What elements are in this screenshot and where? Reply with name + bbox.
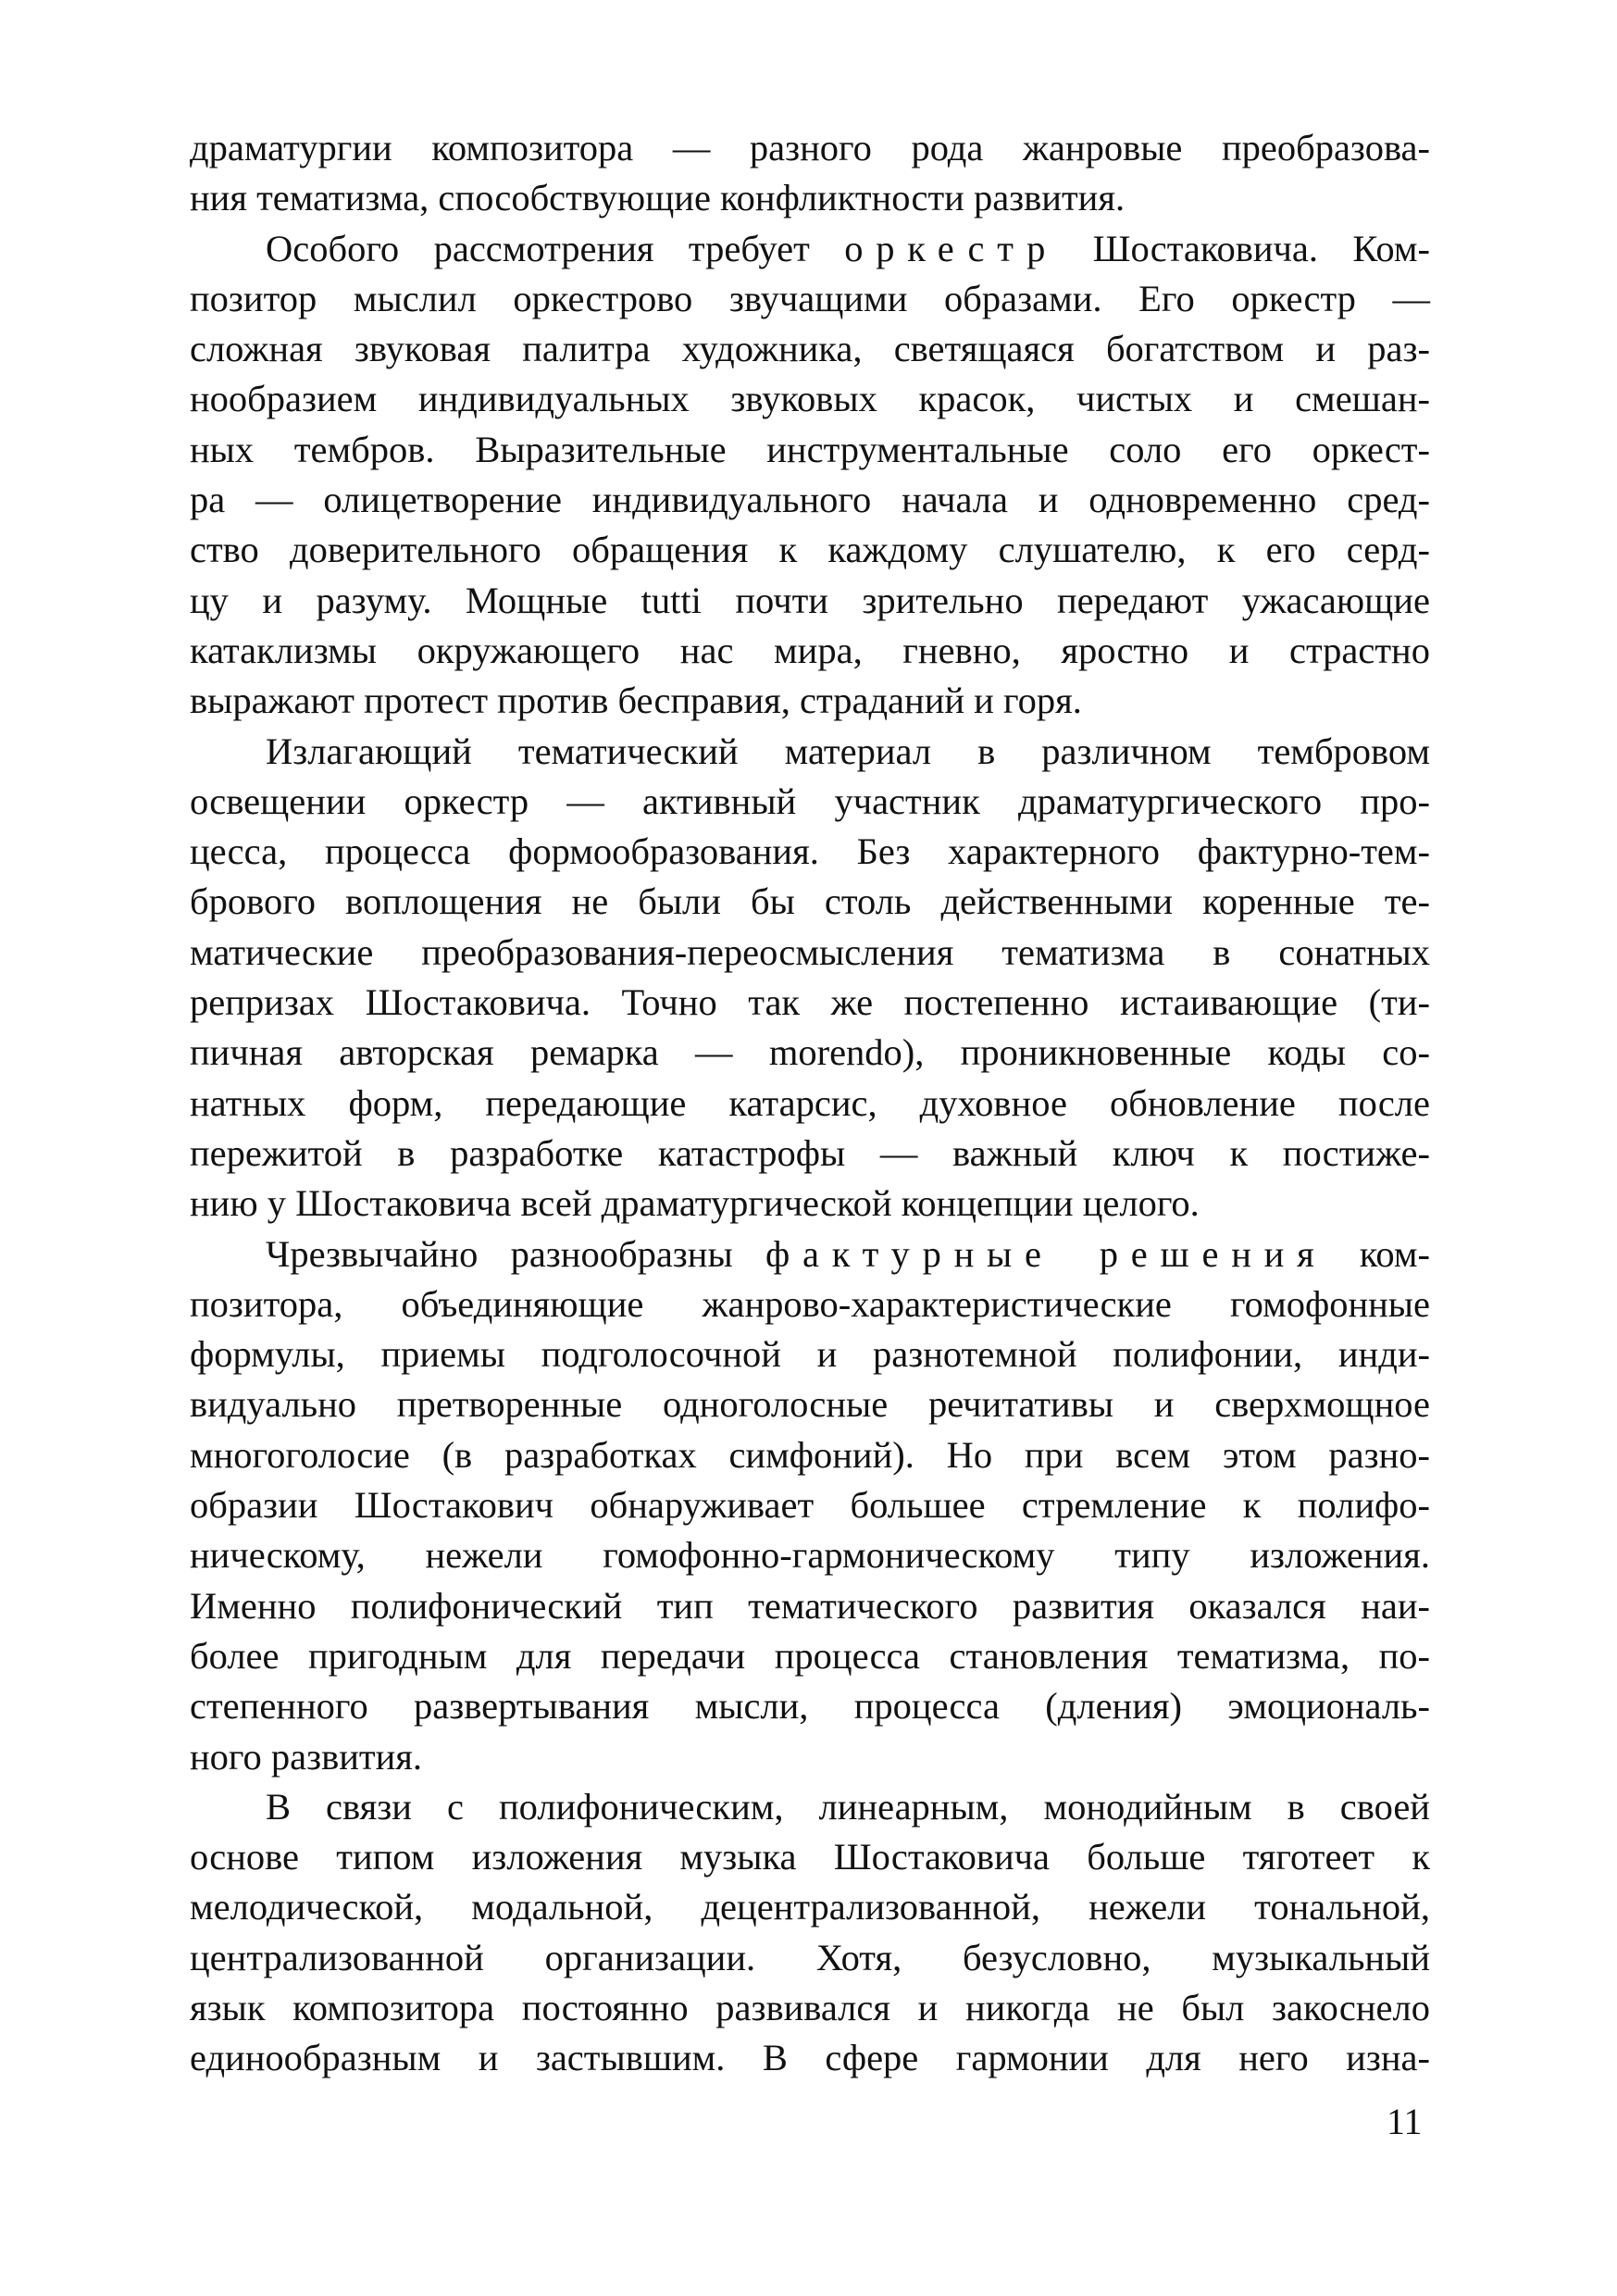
text-line: Именно полифонический тип тематического развития оказался наи- (190, 1584, 1430, 1627)
emphasis-spaced: фактурные решения (765, 1232, 1327, 1275)
text-line: централизованной организации. Хотя, безусловно, музыкальный (190, 1936, 1430, 1978)
text-line: В связи с полифоническим, линеарным, монодийным в своей (266, 1785, 1430, 1828)
text-line: ных тембров. Выразительные инструментальные соло его оркест- (190, 428, 1430, 470)
text-line: пережитой в разработке катастрофы — важный ключ к постиже- (190, 1131, 1430, 1174)
text-line: мелодической, модальной, децентрализованной, нежели тональной, (190, 1886, 1430, 1928)
text-line (190, 1229, 1430, 1279)
text-line: выражают протест против бесправия, страданий и горя. (190, 680, 1082, 722)
text-line: ния тематизма, способствующие конфликтности развития. (190, 177, 1126, 219)
text-line: единообразным и застывшим. В сфере гармонии для него изна- (190, 2037, 1430, 2079)
text-line: основе типом изложения музыка Шостаковича больше тяготеет к (190, 1836, 1430, 1878)
text-line: драматургии композитора — разного рода жанровые преобразова- (190, 127, 1430, 168)
text-line: видуально претворенные одноголосные речитативы и сверхмощное (190, 1383, 1430, 1426)
text-line: язык композитора постоянно развивался и никогда не был закоснело (190, 1986, 1430, 2028)
text-line (190, 224, 1430, 274)
text-fragment: ком- (1359, 1232, 1430, 1275)
text-line: натных форм, передающие катарсис, духовное обновление после (190, 1081, 1430, 1124)
text-line: катаклизмы окружающего нас мира, гневно, яростно и страстно (190, 629, 1430, 671)
text-line: Излагающий тематический материал в различном тембровом (266, 730, 1430, 772)
text-line: степенного развертывания мысли, процесса (дления) эмоциональ- (190, 1685, 1430, 1728)
text-line: ра — олицетворение индивидуального начала и одновременно сред- (190, 479, 1430, 521)
text-line: цу и разуму. Мощные tutti почти зрительно передают ужасающие (190, 579, 1430, 621)
text-line: ническому, нежели гомофонно-гармоническому типу изложения. (190, 1534, 1430, 1577)
text-line: формулы, приемы подголосочной и разнотемной полифонии, инди- (190, 1333, 1430, 1376)
text-line: многоголосие (в разработках симфоний). Но при всем этом разно- (190, 1433, 1430, 1476)
text-fragment: Особого рассмотрения требует (266, 227, 810, 269)
text-line: цесса, процесса формообразования. Без характерного фактурно-тем- (190, 830, 1430, 873)
text-line: матические преобразования-переосмысления тематизма в сонатных (190, 930, 1430, 973)
page-text (190, 123, 1430, 2151)
text-line: нию у Шостаковича всей драматургической концепции целого. (190, 1182, 1200, 1225)
text-line: ство доверительного обращения к каждому слушателю, к его серд- (190, 529, 1430, 571)
text-line: брового воплощения не были бы столь действенными коренные те- (190, 880, 1430, 923)
text-fragment: Чрезвычайно разнообразны (266, 1232, 733, 1275)
page-number: 11 (1387, 2101, 1423, 2142)
text-line: пичная авторская ремарка — morendo), проникновенные коды со- (190, 1031, 1430, 1074)
text-line: позитора, объединяющие жанрово-характеристические гомофонные (190, 1282, 1430, 1325)
text-line: сложная звуковая палитра художника, светящаяся богатством и раз- (190, 328, 1430, 370)
text-line: освещении оркестр — активный участник драматургического про- (190, 780, 1430, 822)
text-line: более пригодным для передачи процесса становления тематизма, по- (190, 1634, 1430, 1677)
text-line: образии Шостакович обнаруживает большее стремление к полифо- (190, 1484, 1430, 1527)
text-line: ного развития. (190, 1735, 423, 1778)
text-line: нообразием индивидуальных звуковых красок, чистых и смешан- (190, 378, 1430, 420)
text-line: репризах Шостаковича. Точно так же постепенно истаивающие (ти- (190, 981, 1430, 1024)
text-line: позитор мыслил оркестрово звучащими образами. Его оркестр — (190, 277, 1430, 319)
text-fragment: Шостаковича. Ком- (1092, 227, 1431, 269)
emphasis-spaced: оркестр (844, 227, 1059, 269)
